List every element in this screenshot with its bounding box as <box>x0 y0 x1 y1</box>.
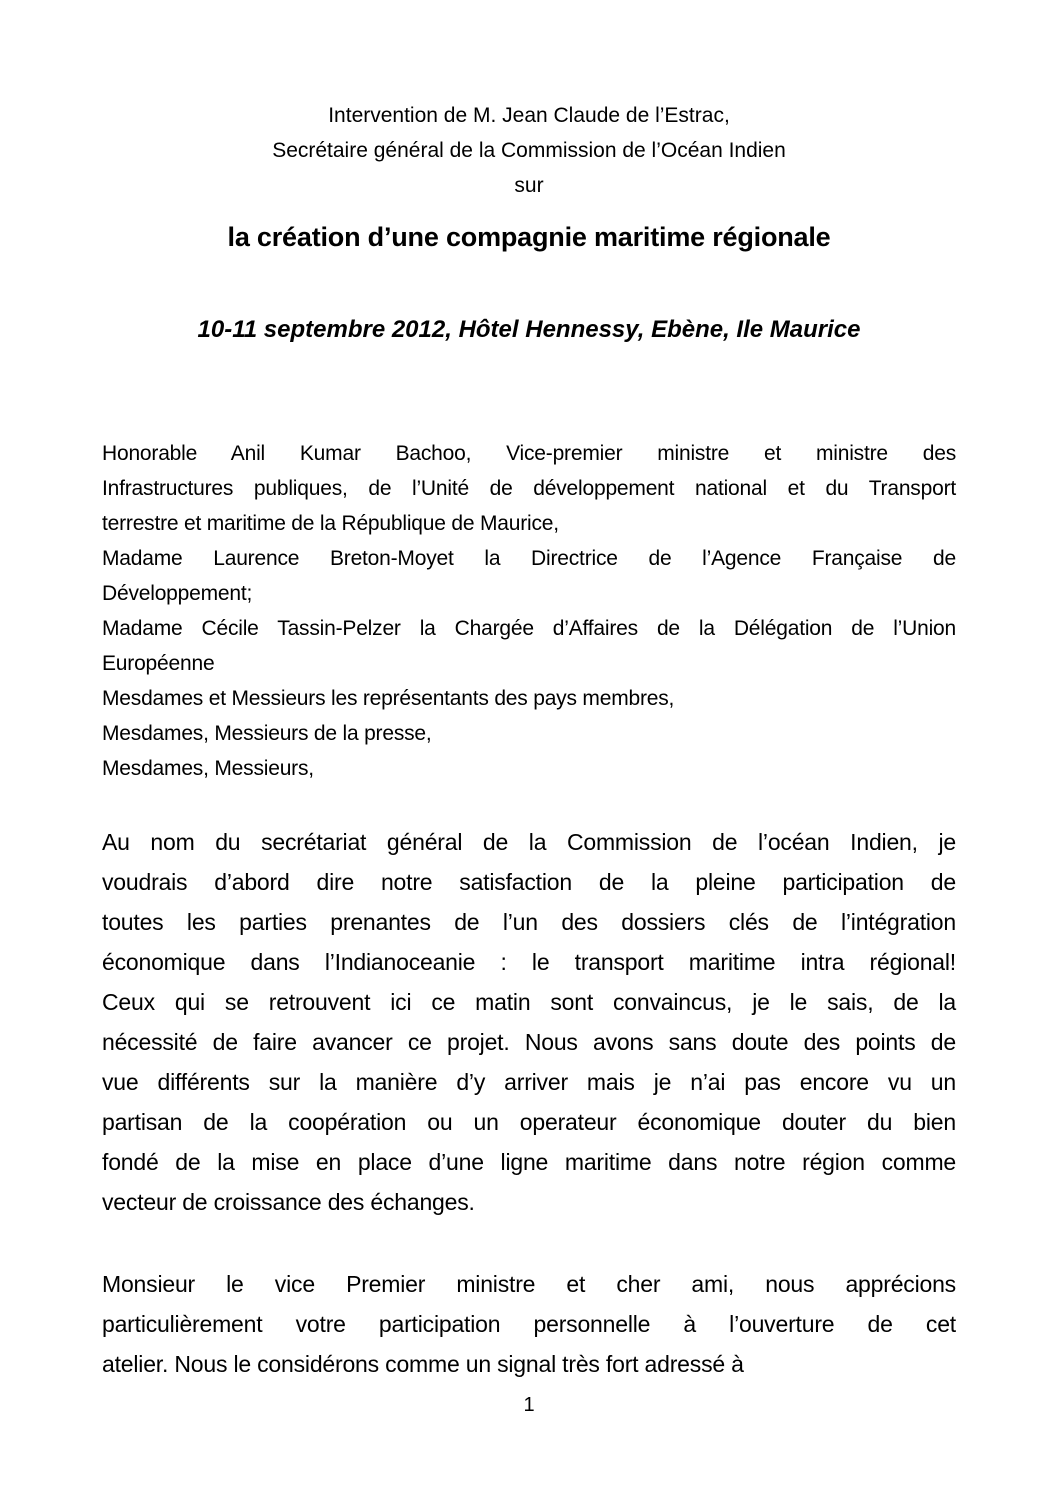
text-line: Mesdames, Messieurs, <box>102 757 314 780</box>
text-line: Ceux qui se retrouvent ici ce matin sont convaincus, je le sais, de la <box>102 989 956 1015</box>
text-line: Infrastructures publiques, de l’Unité de développement national et du Transport <box>102 477 956 500</box>
text-line: Madame Cécile Tassin-Pelzer la Chargée d’Affaires de la Délégation de l’Union <box>102 617 956 640</box>
salutation-paragraph <box>102 751 956 786</box>
text-line: fondé de la mise en place d’une ligne maritime dans notre région comme <box>102 1149 956 1175</box>
salutation-paragraph <box>102 716 956 751</box>
text-line: Au nom du secrétariat général de la Commission de l’océan Indien, je <box>102 829 956 855</box>
page-number: 1 <box>523 1394 535 1416</box>
text-line: particulièrement votre participation personnelle à l’ouverture de cet <box>102 1311 956 1337</box>
text-line: Européenne <box>102 652 215 675</box>
header-line-speaker: Intervention de M. Jean Claude de l’Estrac, <box>328 104 730 127</box>
text-line: Honorable Anil Kumar Bachoo, Vice-premier ministre et ministre des <box>102 442 956 465</box>
text-line: terrestre et maritime de la République de Maurice, <box>102 512 559 535</box>
salutation-paragraph <box>102 611 956 681</box>
text-line: Mesdames, Messieurs de la presse, <box>102 722 432 745</box>
salutation-section <box>102 436 956 786</box>
text-line: Mesdames et Messieurs les représentants des pays membres, <box>102 687 675 710</box>
text-line: partisan de la coopération ou un operateur économique douter du bien <box>102 1109 956 1135</box>
salutation-paragraph <box>102 436 956 541</box>
text-line: nécessité de faire avancer ce projet. Nous avons sans doute des points de <box>102 1029 956 1055</box>
body-paragraph <box>102 1264 956 1384</box>
text-line: Développement; <box>102 582 253 605</box>
document-header <box>102 98 956 203</box>
event-date-location: 10-11 septembre 2012, Hôtel Hennessy, Ebène, Ile Maurice <box>197 316 861 343</box>
text-line: Monsieur le vice Premier ministre et cher ami, nous apprécions <box>102 1271 956 1297</box>
text-line: économique dans l’Indianoceanie : le transport maritime intra régional! <box>102 949 956 975</box>
document-title: la création d’une compagnie maritime régionale <box>227 222 831 252</box>
text-line: vecteur de croissance des échanges. <box>102 1189 475 1215</box>
salutation-paragraph <box>102 541 956 611</box>
header-line-role: Secrétaire général de la Commission de l’Océan Indien <box>272 139 786 162</box>
text-line: atelier. Nous le considérons comme un signal très fort adressé à <box>102 1351 744 1377</box>
text-line: toutes les parties prenantes de l’un des dossiers clés de l’intégration <box>102 909 956 935</box>
text-line: Madame Laurence Breton-Moyet la Directrice de l’Agence Française de <box>102 547 956 570</box>
text-line: voudrais d’abord dire notre satisfaction de la pleine participation de <box>102 869 956 895</box>
text-line: vue différents sur la manière d’y arriver mais je n’ai pas encore vu un <box>102 1069 956 1095</box>
body-paragraph <box>102 822 956 1222</box>
salutation-paragraph <box>102 681 956 716</box>
header-line-sur: sur <box>514 174 544 197</box>
